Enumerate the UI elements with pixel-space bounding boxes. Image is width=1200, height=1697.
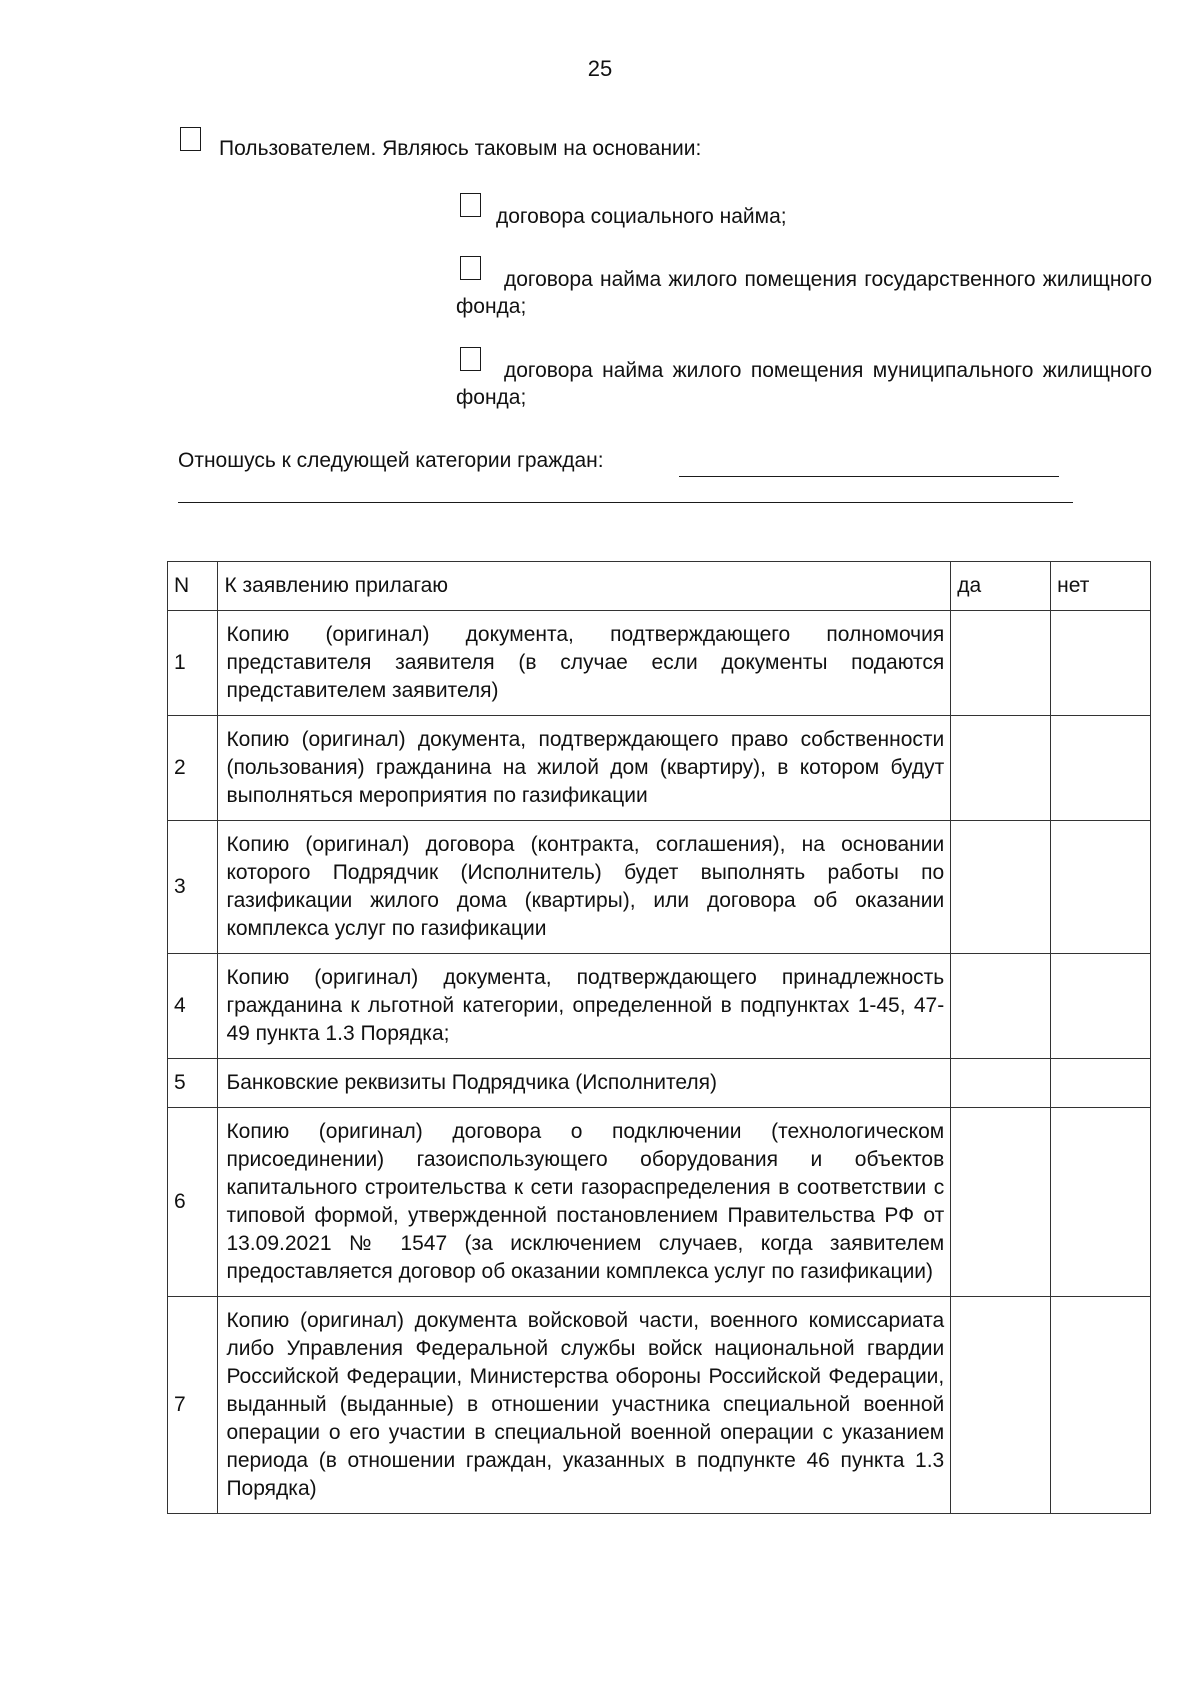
no-cell[interactable] (1051, 611, 1151, 716)
table-row (168, 611, 1151, 716)
option-municipal-fund (456, 347, 1152, 411)
table-row (168, 954, 1151, 1059)
yes-cell[interactable] (951, 1108, 1051, 1297)
option-checkbox[interactable] (460, 193, 481, 217)
option-label: договора найма жилого помещения муниципального жилищного фонда; (456, 359, 1152, 409)
yes-cell[interactable] (951, 716, 1051, 821)
row-number: 6 (168, 1108, 218, 1297)
table-row (168, 1059, 1151, 1108)
row-number: 1 (168, 611, 218, 716)
row-number: 4 (168, 954, 218, 1059)
yes-cell[interactable] (951, 1297, 1051, 1514)
table-row (168, 821, 1151, 954)
no-cell[interactable] (1051, 716, 1151, 821)
row-number: 7 (168, 1297, 218, 1514)
yes-cell[interactable] (951, 821, 1051, 954)
category-label: Отношусь к следующей категории граждан: (178, 449, 604, 472)
table-row (168, 716, 1151, 821)
no-cell[interactable] (1051, 821, 1151, 954)
yes-cell[interactable] (951, 954, 1051, 1059)
attachments-table (167, 561, 1151, 1514)
row-number: 5 (168, 1059, 218, 1108)
status-user-label: Пользователем. Являюсь таковым на основании: (219, 137, 702, 160)
row-document: Копию (оригинал) документа, подтверждающего принадлежность гражданина к льготной категории, определенной в подпунктах 1-45, 47-49 пункта 1.3 Порядка; (218, 954, 951, 1059)
yes-cell[interactable] (951, 611, 1051, 716)
no-cell[interactable] (1051, 1297, 1151, 1514)
header-document: К заявлению прилагаю (218, 562, 951, 611)
no-cell[interactable] (1051, 1108, 1151, 1297)
no-cell[interactable] (1051, 954, 1151, 1059)
row-document: Копию (оригинал) документа войсковой части, военного комиссариата либо Управления Федеральной службы войск национальной гвардии Российской Федерации, Министерства обороны Российской Федерации, выданный (выданные) в отношении участника специальной военной операции о его участии в специальной военной операции с указанием периода (в отношении граждан, указанных в подпункте 46 пункта 1.3 Порядка) (218, 1297, 951, 1514)
row-document: Копию (оригинал) документа, подтверждающего полномочия представителя заявителя (в случае если документы подаются представителем заявителя) (218, 611, 951, 716)
user-checkbox[interactable] (180, 127, 201, 151)
header-no: нет (1051, 562, 1151, 611)
option-checkbox[interactable] (460, 347, 481, 371)
row-number: 2 (168, 716, 218, 821)
option-state-fund (456, 256, 1152, 320)
table-row (168, 1297, 1151, 1514)
row-number: 3 (168, 821, 218, 954)
no-cell[interactable] (1051, 1059, 1151, 1108)
row-document: Копию (оригинал) договора (контракта, соглашения), на основании которого Подрядчик (Исполнитель) будет выполнять работы по газификации жилого дома (квартиры), или договора об оказании комплекса услуг по газификации (218, 821, 951, 954)
table-row (168, 1108, 1151, 1297)
option-label: договора социального найма; (496, 205, 787, 228)
option-checkbox[interactable] (460, 256, 481, 280)
option-label: договора найма жилого помещения государственного жилищного фонда; (456, 268, 1152, 318)
row-document: Копию (оригинал) документа, подтверждающего право собственности (пользования) гражданина на жилой дом (квартиру), в котором будут выполняться мероприятия по газификации (218, 716, 951, 821)
category-input-line-2[interactable] (178, 502, 1073, 503)
header-yes: да (951, 562, 1051, 611)
page-number: 25 (587, 56, 613, 81)
table-header-row (168, 562, 1151, 611)
yes-cell[interactable] (951, 1059, 1051, 1108)
row-document: Банковские реквизиты Подрядчика (Исполнителя) (218, 1059, 951, 1108)
row-document: Копию (оригинал) договора о подключении (технологическом присоединении) газоиспользующего оборудования и объектов капитального строительства к сети газораспределения в соответствии с типовой формой, утвержденной постановлением Правительства РФ от 13.09.2021 № 1547 (за исключением случаев, когда заявителем предоставляется договор об оказании комплекса услуг по газификации) (218, 1108, 951, 1297)
header-number: N (168, 562, 218, 611)
category-input-line[interactable] (679, 476, 1059, 477)
